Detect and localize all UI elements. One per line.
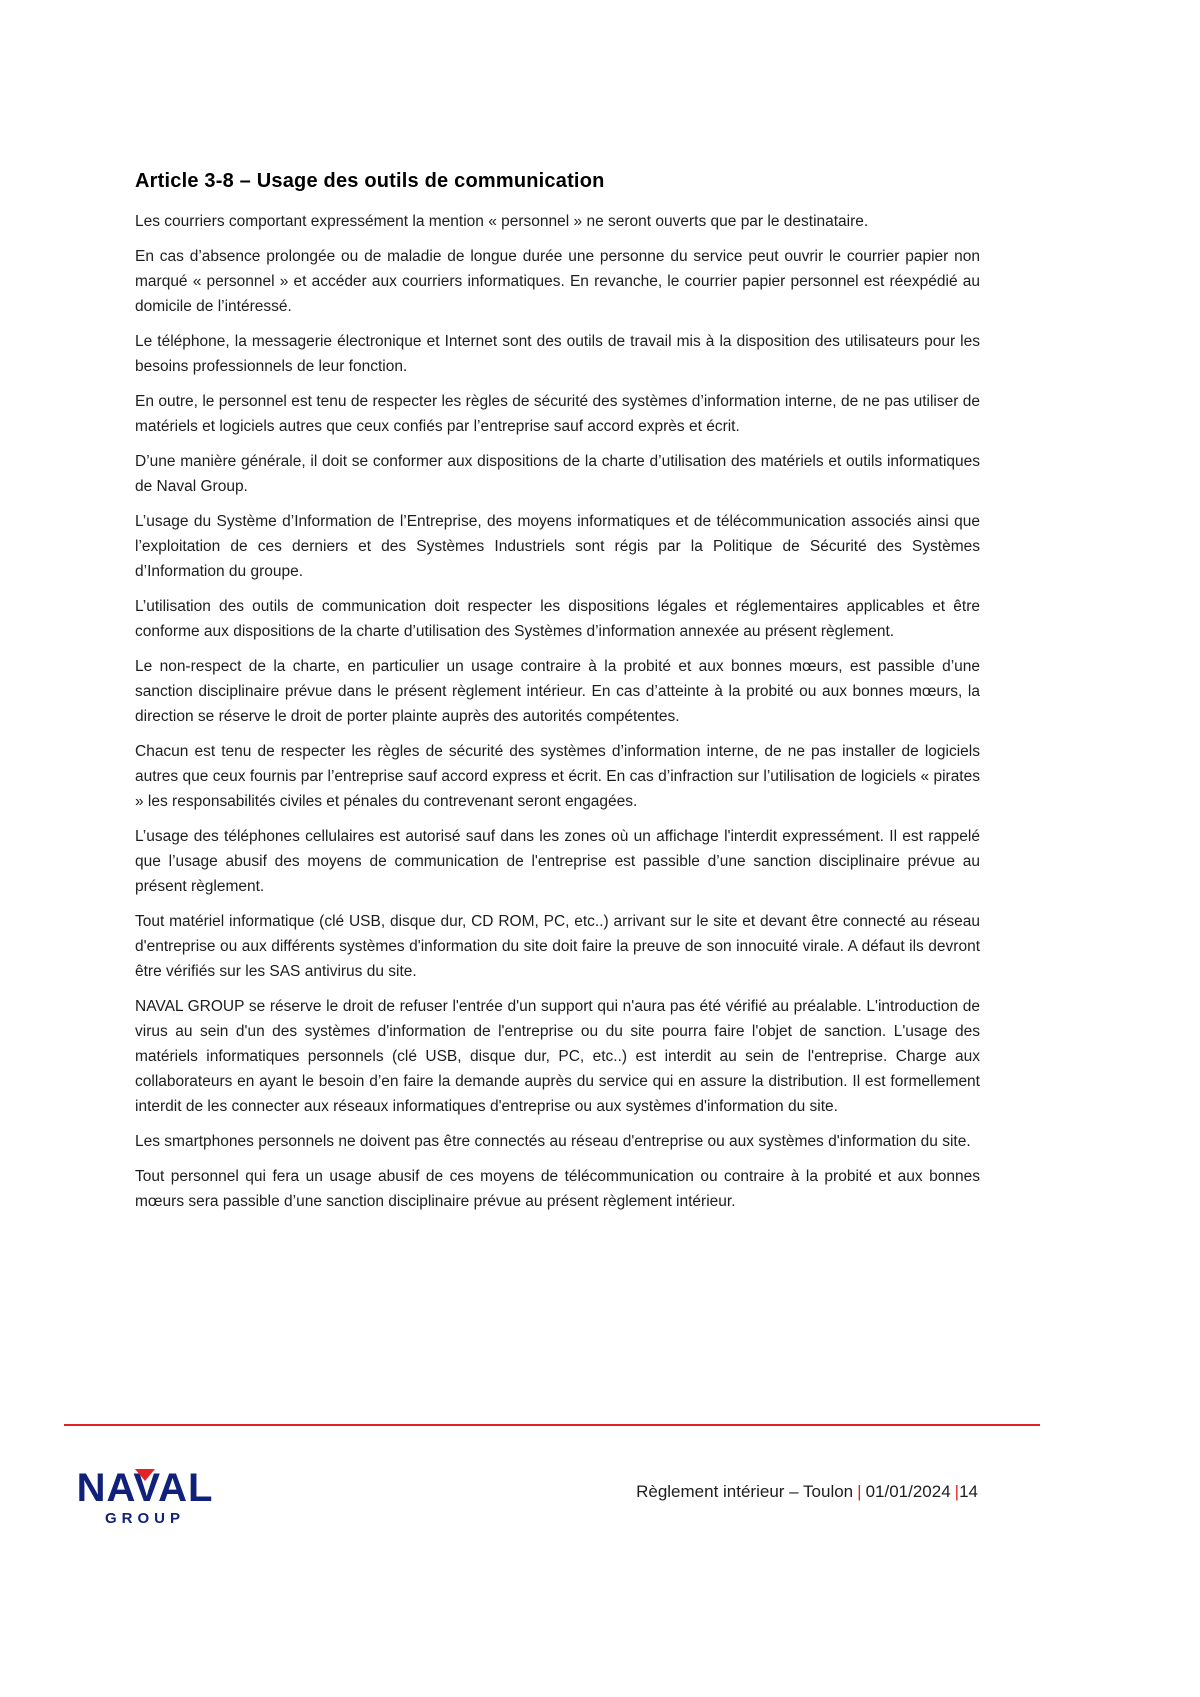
footer-text (636, 1482, 978, 1502)
logo-chevron-icon (135, 1469, 155, 1481)
paragraph: NAVAL GROUP se réserve le droit de refuser l'entrée d'un support qui n'aura pas été vérifié au préalable. L'introduction de virus au sein d'un des systèmes d'information de l'entreprise ou du site pourra faire l'objet de sanction. L'usage des matériels informatiques personnels (clé USB, disque dur, PC, etc..) est interdit au sein de l'entreprise. Charge aux collaborateurs en ayant le besoin d’en faire la demande auprès du service qui en assure la distribution. Il est formellement interdit de les connecter aux réseaux informatiques d'entreprise ou aux systèmes d'information du site. (135, 998, 980, 1115)
paragraph: En outre, le personnel est tenu de respecter les règles de sécurité des systèmes d’information interne, de ne pas utiliser de matériels et logiciels autres que ceux confiés par l’entreprise sauf accord exprès et écrit. (135, 393, 980, 435)
footer-divider (64, 1424, 1040, 1426)
footer-separator: | (857, 1482, 862, 1501)
document-body (135, 170, 980, 1224)
logo-wordmark (77, 1466, 214, 1510)
paragraph: Le non-respect de la charte, en particulier un usage contraire à la probité et aux bonnes mœurs, est passible d’une sanction disciplinaire prévue dans le présent règlement intérieur. En cas d’atteinte à la probité ou aux bonnes mœurs, la direction se réserve le droit de porter plainte auprès des autorités compétentes. (135, 658, 980, 725)
footer-doc-label: Règlement intérieur – Toulon (636, 1482, 854, 1501)
paragraph: Le téléphone, la messagerie électronique et Internet sont des outils de travail mis à la disposition des utilisateurs pour les besoins professionnels de leur fonction. (135, 333, 980, 375)
paragraph: D’une manière générale, il doit se conformer aux dispositions de la charte d’utilisation des matériels et outils informatiques de Naval Group. (135, 453, 980, 495)
article-title: Article 3-8 – Usage des outils de communication (135, 170, 605, 192)
paragraph: Les courriers comportant expressément la mention « personnel » ne seront ouverts que par le destinataire. (135, 213, 869, 230)
naval-group-logo (55, 1466, 235, 1527)
footer-page-number: 14 (959, 1482, 978, 1501)
paragraph: L’utilisation des outils de communication doit respecter les dispositions légales et réglementaires applicables et être conforme aux dispositions de la charte d’utilisation des Systèmes d’information annexée au présent règlement. (135, 598, 980, 640)
paragraph: Tout personnel qui fera un usage abusif de ces moyens de télécommunication ou contraire à la probité et aux bonnes mœurs sera passible d’une sanction disciplinaire prévue au présent règlement intérieur. (135, 1168, 980, 1210)
paragraph: Chacun est tenu de respecter les règles de sécurité des systèmes d’information interne, de ne pas installer de logiciels autres que ceux fournis par l’entreprise sauf accord express et écrit. En cas d’infraction sur l’utilisation de logiciels « pirates » les responsabilités civiles et pénales du contrevenant seront engagées. (135, 743, 980, 810)
paragraph: L’usage du Système d’Information de l’Entreprise, des moyens informatiques et de télécommunication associés ainsi que l’exploitation de ces derniers et des Systèmes Industriels sont régis par la Politique de Sécurité des Systèmes d’Information du groupe. (135, 513, 980, 580)
footer-date: 01/01/2024 (865, 1482, 951, 1501)
logo-word-text: NAVAL (76, 1466, 214, 1510)
paragraph: Tout matériel informatique (clé USB, disque dur, CD ROM, PC, etc..) arrivant sur le site et devant être connecté au réseau d'entreprise ou aux différents systèmes d'information du site doit faire la preuve de son innocuité virale. A défaut ils devront être vérifiés sur les SAS antivirus du site. (135, 913, 980, 980)
paragraph: En cas d’absence prolongée ou de maladie de longue durée une personne du service peut ouvrir le courrier papier non marqué « personnel » et accéder aux courriers informatiques. En revanche, le courrier papier personnel est réexpédié au domicile de l’intéressé. (135, 248, 980, 315)
footer-separator: | (954, 1482, 960, 1501)
logo-subtext: GROUP (104, 1510, 185, 1527)
paragraph: L’usage des téléphones cellulaires est autorisé sauf dans les zones où un affichage l'interdit expressément. Il est rappelé que l’usage abusif des moyens de communication de l'entreprise est passible d’une sanction disciplinaire prévue au présent règlement. (135, 828, 980, 895)
paragraph: Les smartphones personnels ne doivent pas être connectés au réseau d'entreprise ou aux systèmes d'information du site. (135, 1133, 971, 1150)
